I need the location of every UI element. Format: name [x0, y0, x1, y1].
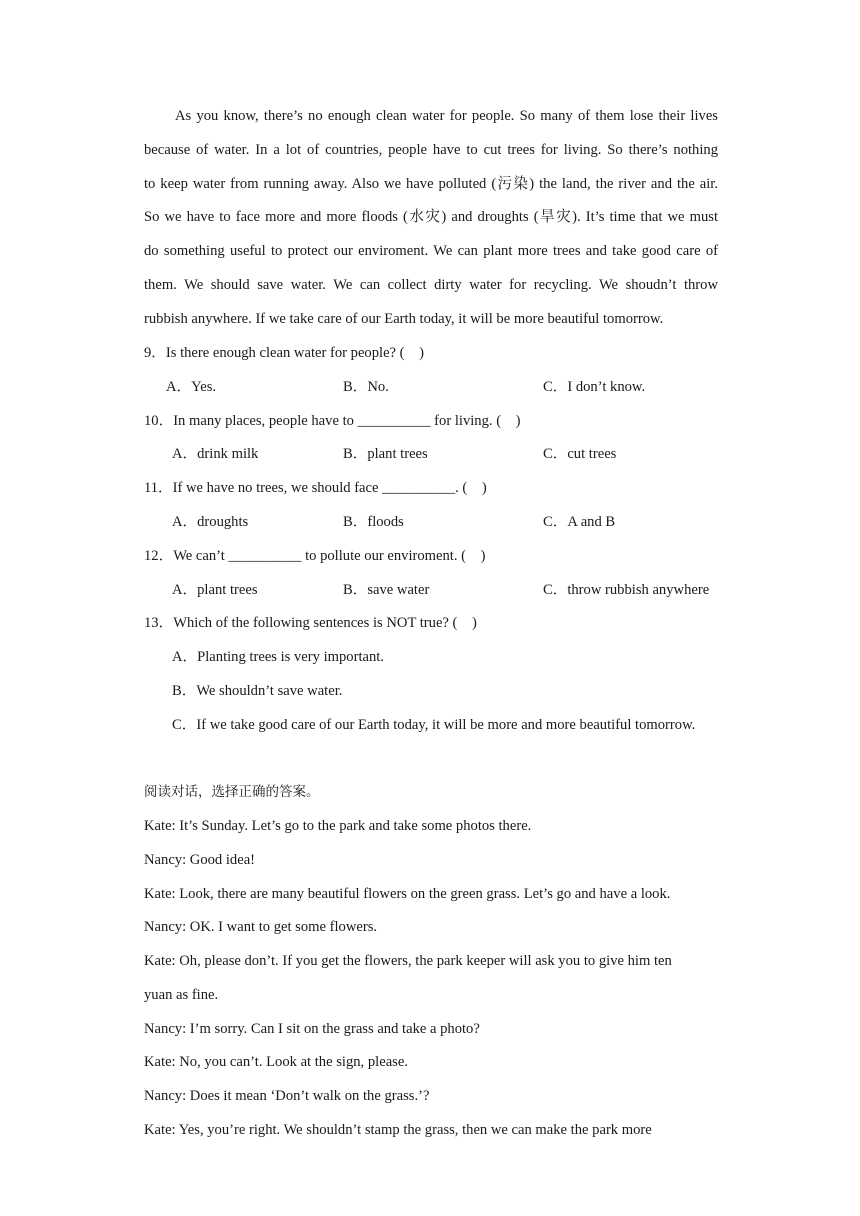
option-c: C．A and B: [543, 514, 616, 530]
option-a: A．Planting trees is very important.: [172, 649, 384, 665]
option-b: B．No.: [343, 379, 389, 395]
option-c: C．cut trees: [543, 446, 617, 462]
question-stem: 13．Which of the following sentences is NOT true? ( ): [144, 615, 477, 631]
dialogue-line: Kate: Oh, please don’t. If you get the flowers, the park keeper will ask you to give him ten: [144, 953, 672, 969]
option-a: A．Yes.: [166, 379, 217, 395]
passage-line: them. We should save water. We can collect dirty water for recycling. We shoudn’t throw: [144, 276, 718, 293]
option-a: A．drink milk: [172, 446, 259, 462]
option-c: C．throw rubbish anywhere: [543, 582, 710, 598]
dialogue-line: yuan as fine.: [144, 987, 219, 1003]
option-b: B．floods: [343, 514, 404, 530]
option-b: B．plant trees: [343, 446, 428, 462]
question-stem: 11．If we have no trees, we should face __________. ( ): [144, 480, 487, 496]
option-c: C．I don’t know.: [543, 379, 646, 395]
passage-line: So we have to face more and more floods (水灾) and droughts (旱灾). It’s time that we must: [144, 209, 718, 226]
dialogue-line: Nancy: Does it mean ‘Don’t walk on the grass.’?: [144, 1088, 430, 1104]
question-stem: 10．In many places, people have to __________ for living. ( ): [144, 413, 521, 429]
question-stem: 12．We can’t __________ to pollute our enviroment. ( ): [144, 548, 486, 564]
option-c: C．If we take good care of our Earth today, it will be more and more beautiful tomorrow.: [172, 717, 696, 733]
dialogue-line: Kate: It’s Sunday. Let’s go to the park and take some photos there.: [144, 818, 532, 834]
passage-line: rubbish anywhere. If we take care of our Earth today, it will be more beautiful tomorrow.: [144, 310, 664, 327]
dialogue-line: Nancy: Good idea!: [144, 852, 256, 868]
option-b: B．We shouldn’t save water.: [172, 683, 343, 699]
passage-line: because of water. In a lot of countries, people have to cut trees for living. So there’s nothing: [144, 141, 718, 158]
dialogue-line: Kate: Look, there are many beautiful flowers on the green grass. Let’s go and have a look.: [144, 886, 671, 902]
dialogue-line: Kate: Yes, you’re right. We shouldn’t stamp the grass, then we can make the park more: [144, 1122, 652, 1138]
section-instruction: 阅读对话，选择正确的答案。: [144, 784, 320, 800]
option-a: A．plant trees: [172, 582, 258, 598]
passage-line: to keep water from running away. Also we have polluted (污染) the land, the river and the air.: [144, 175, 718, 192]
dialogue-line: Nancy: OK. I want to get some flowers.: [144, 919, 378, 935]
option-b: B．save water: [343, 582, 430, 598]
dialogue-line: Kate: No, you can’t. Look at the sign, please.: [144, 1054, 408, 1070]
option-a: A．droughts: [172, 514, 249, 530]
passage-line: do something useful to protect our enviroment. We can plant more trees and take good care of: [144, 243, 718, 260]
dialogue-line: Nancy: I’m sorry. Can I sit on the grass and take a photo?: [144, 1021, 480, 1037]
question-stem: 9．Is there enough clean water for people? ( ): [144, 345, 424, 361]
reading-passage: [144, 100, 718, 337]
passage-line: As you know, there’s no enough clean water for people. So many of them lose their lives: [175, 108, 718, 124]
